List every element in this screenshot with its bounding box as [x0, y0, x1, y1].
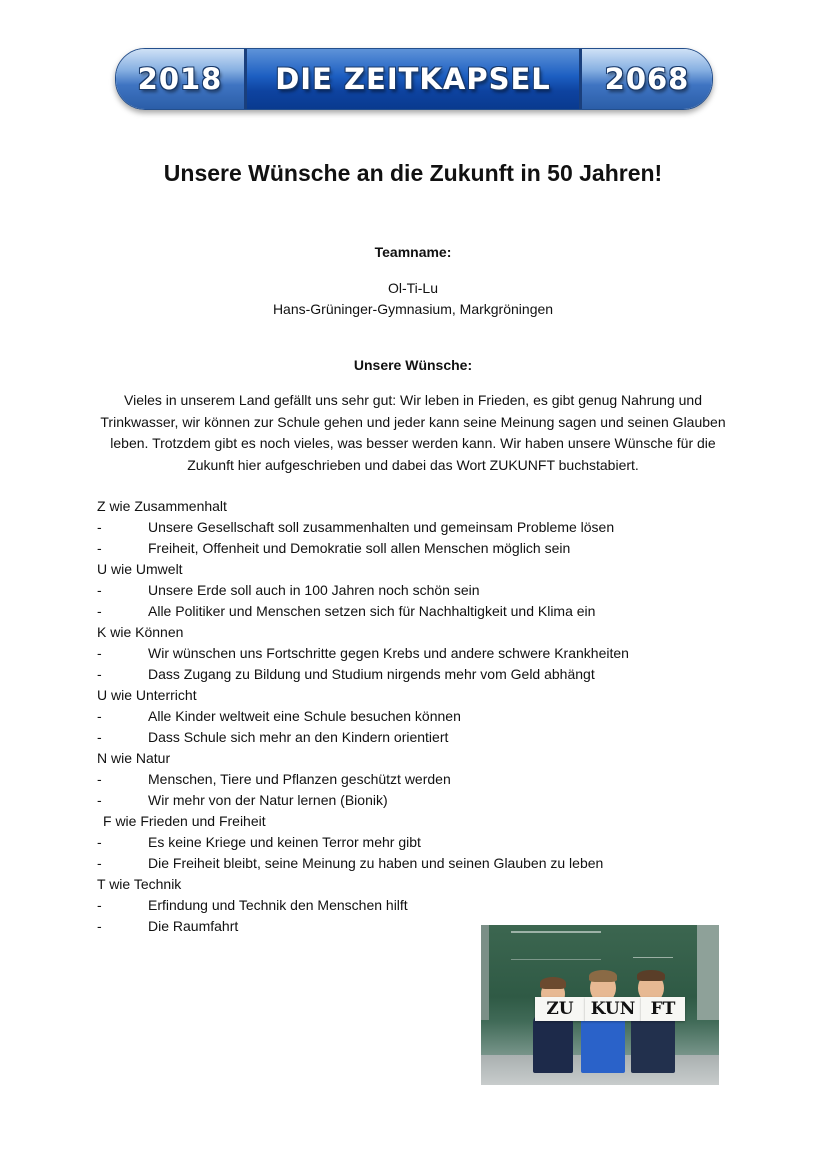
list-item: - Die Raumfahrt: [97, 918, 239, 934]
section-title: Z wie Zusammenhalt: [97, 498, 227, 514]
section-title: F wie Frieden und Freiheit: [103, 813, 266, 829]
list-item: - Wir mehr von der Natur lernen (Bionik): [97, 792, 388, 808]
list-item: - Die Freiheit bleibt, seine Meinung zu haben und seinen Glauben zu leben: [97, 855, 604, 871]
chalk-drawing: [511, 931, 601, 960]
team-photo: [481, 925, 719, 1085]
wishes-label: Unsere Wünsche:: [353, 357, 473, 373]
list-item: - Dass Schule sich mehr an den Kindern orientiert: [97, 729, 449, 745]
sign-right: FT: [641, 997, 685, 1021]
list-item: - Alle Politiker und Menschen setzen sich für Nachhaltigkeit und Klima ein: [97, 603, 596, 619]
zeitkapsel-banner: [115, 48, 713, 110]
section-title: U wie Umwelt: [97, 561, 183, 577]
section-title: N wie Natur: [97, 750, 171, 766]
chalk-drawing: [633, 947, 673, 958]
list-item: - Unsere Gesellschaft soll zusammenhalten und gemeinsam Probleme lösen: [97, 519, 615, 535]
intro-paragraph: Vieles in unserem Land gefällt uns sehr gut: Wir leben in Frieden, es gibt genug Nahrung und Trinkwasser, wir können zur Schule gehen und jeder kann seine Meinung sagen und seinen Glauben leben. Trotzdem gibt es noch vieles, was besser werden kann. Wir haben unsere Wünsche für die Zukunft hier aufgeschrieben und dabei das Wort ZUKUNFT buchstabiert.: [100, 392, 726, 473]
list-item: - Dass Zugang zu Bildung und Studium nirgends mehr vom Geld abhängt: [97, 666, 595, 682]
list-item: - Es keine Kriege und keinen Terror mehr gibt: [97, 834, 421, 850]
list-item: - Alle Kinder weltweit eine Schule besuchen können: [97, 708, 461, 724]
section-title: K wie Können: [97, 624, 184, 640]
page-title: Unsere Wünsche an die Zukunft in 50 Jahren!: [163, 160, 663, 186]
list-item: - Menschen, Tiere und Pflanzen geschützt werden: [97, 771, 451, 787]
banner-title: DIE ZEITKAPSEL: [244, 49, 582, 109]
section-title: T wie Technik: [97, 876, 182, 892]
team-school: Hans-Grüninger-Gymnasium, Markgröningen: [272, 301, 554, 317]
team-name: Ol-Ti-Lu: [387, 280, 439, 296]
banner-year-start: 2018: [116, 49, 244, 109]
board-frame-right: [697, 925, 719, 1020]
team-label: Teamname:: [374, 244, 452, 260]
sign-left: ZU: [535, 997, 585, 1021]
list-item: - Unsere Erde soll auch in 100 Jahren noch schön sein: [97, 582, 480, 598]
kid-right-hair: [637, 970, 665, 981]
board-frame-left: [481, 925, 489, 1020]
section-title: U wie Unterricht: [97, 687, 197, 703]
sign-middle: KUN: [585, 997, 641, 1021]
list-item: - Erfindung und Technik den Menschen hilft: [97, 897, 408, 913]
wish-list: [97, 496, 717, 937]
kid-middle-hair: [589, 970, 617, 982]
list-item: - Freiheit, Offenheit und Demokratie soll allen Menschen möglich sein: [97, 540, 571, 556]
kid-left-hair: [540, 977, 566, 989]
list-item: - Wir wünschen uns Fortschritte gegen Krebs und andere schwere Krankheiten: [97, 645, 629, 661]
banner-year-end: 2068: [582, 49, 712, 109]
kid-left-body: [533, 1013, 573, 1073]
